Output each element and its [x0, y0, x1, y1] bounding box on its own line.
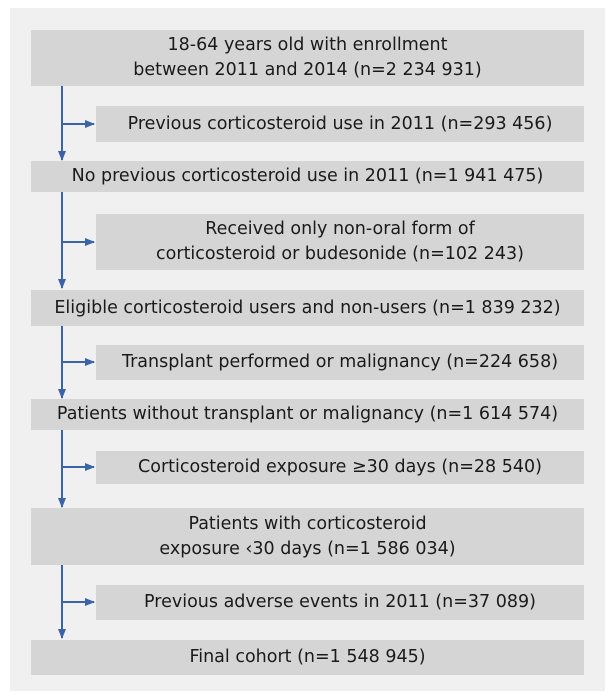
- step-enrollment-line2: between 2011 and 2014 (n=2 234 931): [133, 60, 482, 80]
- step-no-previous-use: [31, 161, 584, 192]
- step-enrollment: [31, 30, 584, 86]
- step-short-exposure: [31, 508, 584, 565]
- step-final-cohort-text: Final cohort (n=1 548 945): [189, 647, 426, 667]
- exclusion-non-oral: [96, 214, 584, 270]
- exclusion-adverse-events-text: Previous adverse events in 2011 (n=37 089): [144, 592, 536, 612]
- step-eligible-users-text: Eligible corticosteroid users and non-users (n=1 839 232): [54, 297, 561, 318]
- exclusion-transplant: [96, 345, 584, 380]
- exclusion-transplant-text: Transplant performed or malignancy (n=224 658): [121, 352, 559, 372]
- exclusion-long-exposure-text: Corticosteroid exposure ≥30 days (n=28 540): [138, 457, 542, 477]
- exclusion-previous-use-text: Previous corticosteroid use in 2011 (n=293 456): [127, 113, 553, 134]
- exclusion-non-oral-line1: Received only non-oral form of: [205, 219, 475, 239]
- step-no-transplant: [31, 399, 584, 430]
- step-no-transplant-text: Patients without transplant or malignancy (n=1 614 574): [56, 404, 559, 424]
- step-short-exposure-line2: exposure ‹30 days (n=1 586 034): [159, 538, 456, 559]
- exclusion-non-oral-line2: corticosteroid or budesonide (n=102 243): [156, 244, 524, 264]
- step-eligible-users: [31, 290, 584, 326]
- exclusion-previous-use: [96, 106, 584, 142]
- step-enrollment-line1: 18-64 years old with enrollment: [167, 35, 448, 55]
- step-short-exposure-line1: Patients with corticosteroid: [188, 513, 427, 534]
- exclusion-long-exposure: [96, 451, 584, 484]
- step-no-previous-use-text: No previous corticosteroid use in 2011 (n=1 941 475): [71, 166, 544, 186]
- exclusion-adverse-events: [96, 585, 584, 620]
- step-final-cohort: [31, 640, 584, 675]
